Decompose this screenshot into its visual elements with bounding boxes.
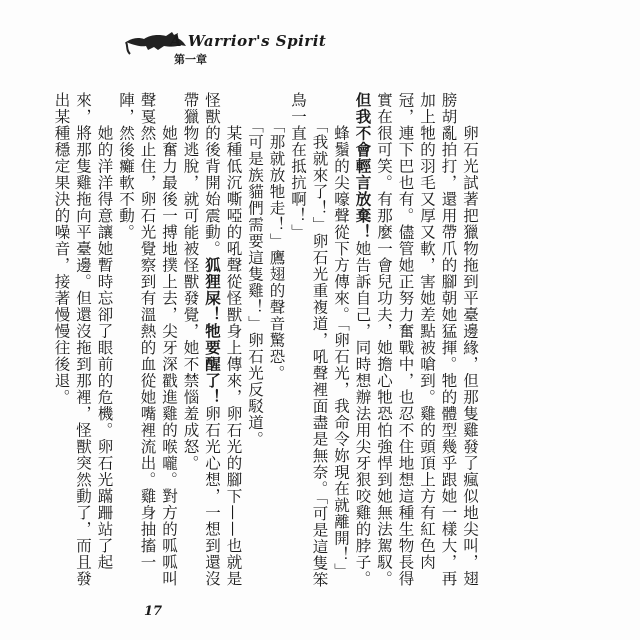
text-run: 她告訴自己，同時想辦法用尖牙狠咬雞的脖子。 bbox=[353, 240, 372, 587]
text-run: 她奮力最後一搏地撲上去，尖牙深戳進雞的喉嚨。對方的呱呱叫聲戛然止住，卵石光覺察到有溫熱的血從她嘴裡流出。雞身抽搐一陣，然後癱軟不動。 bbox=[117, 92, 178, 587]
paragraph bbox=[265, 92, 287, 592]
text-run: 「那就放牠走！」鷹翅的聲音驚恐。 bbox=[267, 92, 286, 382]
text-run: 某種低沉嘶啞的吼聲從怪獸身上傳來，卵石光的腳下——也就是怪獸的後背開始震動。 bbox=[203, 92, 243, 587]
paragraph bbox=[50, 92, 115, 592]
text-run: 蜂鬚的尖嚎聲從下方傳來。「卵石光，我命令妳現在就離開！」 bbox=[332, 92, 350, 580]
series-title: A Warrior's Spirit bbox=[170, 32, 327, 50]
text-run: 卵石光試著把獵物拖到平臺邊緣，但那隻雞發了瘋似地尖叫，翅膀胡亂拍打，還用帶爪的腳朝她猛揮。牠的體型幾乎跟她一樣大，再加上牠的羽毛又厚又軟，害她差點被嗆到。雞的頭頂上方有紅色肉冠，連下巴也有。儘管她正努力奮戰中，也忍不住地想這種生物長得實在很可笑。有那麼一會兒功夫，她擔心牠恐怕強悍到她無法駕馭。 bbox=[375, 92, 479, 587]
text-run: 「可是族貓們需要這隻雞！」卵石光反駁道。 bbox=[246, 92, 264, 448]
text-run: 她的洋洋得意讓她暫時忘卻了眼前的危機。卵石光蹣跚站了起來，將那隻雞拖向平臺邊。但還沒拖到那裡，怪獸突然動了，而且發出某種穩定果決的噪音，接著慢慢往後退。 bbox=[52, 92, 114, 587]
paragraph bbox=[244, 92, 266, 592]
paragraph bbox=[287, 92, 330, 592]
paragraph bbox=[351, 92, 480, 592]
text-run: 「我就來了！」卵石光重複道，吼聲裡面盡是無奈。「可是這隻笨鳥一直在抵抗啊！」 bbox=[289, 92, 329, 588]
running-header bbox=[124, 20, 327, 70]
page-number: 17 bbox=[144, 604, 163, 619]
chapter-label: 第一章 bbox=[174, 53, 207, 66]
body-text bbox=[52, 92, 480, 592]
emphasized-thought: 但我不會輕言放棄！ bbox=[353, 92, 372, 241]
paragraph bbox=[330, 92, 352, 592]
paragraph bbox=[115, 92, 180, 592]
text-run: 卵石光心想，一想到還沒帶獵物逃脫，就可能被怪獸發覺，她不禁惱羞成怒。 bbox=[181, 92, 221, 587]
emphasized-thought: 狐狸屎！牠要醒了！ bbox=[203, 257, 221, 406]
paragraph bbox=[179, 92, 244, 592]
